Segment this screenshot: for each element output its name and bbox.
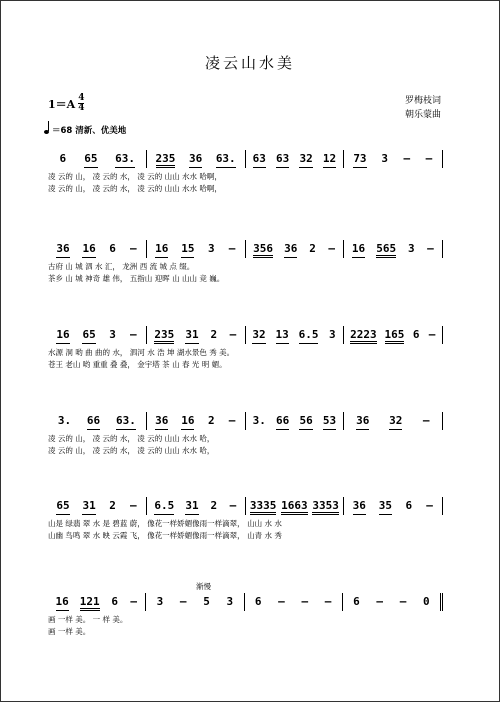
note-group: 3. xyxy=(252,414,266,427)
note-group: – xyxy=(228,414,236,427)
measure xyxy=(48,150,146,168)
note-group: 3 xyxy=(381,152,388,165)
note-group: – xyxy=(399,595,407,608)
note-group: 6 xyxy=(353,595,360,608)
note-group: 3335 xyxy=(250,497,277,515)
measure xyxy=(244,593,342,611)
lyric-line-2: 苍王 老山 哟 重重 叠 叠， 金宇塔 茶 山 春 光 明 媚。 xyxy=(48,360,227,369)
measure xyxy=(48,240,146,258)
note-group: 32 xyxy=(389,412,402,430)
note-group: 63 xyxy=(276,150,289,168)
measure xyxy=(343,412,443,430)
note-group: 2223 xyxy=(350,326,377,344)
measure xyxy=(146,412,245,430)
note-group: 6 xyxy=(412,328,420,341)
note-group: 16 xyxy=(155,240,168,258)
measure xyxy=(245,150,344,168)
note-group: 63. xyxy=(216,150,236,168)
measure xyxy=(146,497,245,515)
note-group: 36 xyxy=(356,412,369,430)
note-group: 36 xyxy=(189,150,202,168)
note-group: 31 xyxy=(82,497,95,515)
note-group: 31 xyxy=(185,497,198,515)
note-group: 6.5 xyxy=(154,497,174,515)
note-group: 3 xyxy=(407,242,415,255)
measure xyxy=(343,240,443,258)
note-group: 31 xyxy=(185,326,198,344)
note-group: – xyxy=(228,242,236,255)
note-group: 3 xyxy=(226,595,234,608)
note-group: 65 xyxy=(84,150,97,168)
note-group: 56 xyxy=(299,412,312,430)
lyric-line-1: 水源 洞 哟 曲 曲的 水， 泗河 水 浩 坤 湖水景色 秀 美。 xyxy=(48,348,235,357)
measure xyxy=(245,240,344,258)
note-group: 53 xyxy=(323,412,336,430)
lyricist-credit: 罗梅枝词 xyxy=(405,96,442,106)
notation-line xyxy=(48,240,443,258)
note-group: – xyxy=(403,152,411,165)
note-group: 235 xyxy=(154,326,174,344)
note-group: – xyxy=(328,242,335,255)
meter-top: 4 xyxy=(78,93,85,103)
note-group: – xyxy=(426,499,433,512)
note-group: 32 xyxy=(252,326,265,344)
time-signature xyxy=(78,94,84,113)
note-group: 65 xyxy=(56,497,69,515)
note-group: 235 xyxy=(156,150,176,168)
note-group: 565 xyxy=(376,240,396,258)
note-group: – xyxy=(425,152,433,165)
lyric-line-2: 茶乡 山 城 神奇 雄 伟， 五指山 迎晖 山 山山 竞 巍。 xyxy=(48,274,225,283)
composer-credit: 朝乐蒙曲 xyxy=(405,110,442,120)
note-group: 5 xyxy=(203,595,210,608)
measure xyxy=(146,240,245,258)
page-title: 凌云山水美 xyxy=(204,54,295,72)
lyric-line-1: 画 一样 美。 一 样 美。 xyxy=(48,615,128,624)
note-group: 6 xyxy=(59,152,67,165)
lyric-line-2: 画 一样 美。 xyxy=(48,627,91,636)
credits xyxy=(405,94,441,122)
lyric-line-2: 凌 云的 山， 凌 云的 水， 凌 云的 山山 水水 哈啊， xyxy=(48,184,222,193)
note-group: – xyxy=(229,328,237,341)
note-group: 36 xyxy=(56,240,69,258)
notation-line xyxy=(48,412,443,430)
note-group: 16 xyxy=(352,240,365,258)
note-group: 2 xyxy=(210,328,218,341)
note-group: 1663 xyxy=(281,497,308,515)
key-label: 1＝A xyxy=(48,97,76,111)
note-group: – xyxy=(130,328,137,341)
note-group: 3 xyxy=(329,328,336,341)
key-signature xyxy=(48,94,84,113)
note-group: 63. xyxy=(115,150,135,168)
note-group: – xyxy=(427,242,434,255)
measure xyxy=(245,326,344,344)
note-group: 6 xyxy=(254,595,262,608)
measure xyxy=(48,412,146,430)
measure xyxy=(145,593,243,611)
measure xyxy=(343,326,443,344)
note-group: – xyxy=(428,328,436,341)
note-group: 6 xyxy=(109,242,116,255)
measure xyxy=(245,412,344,430)
measure xyxy=(343,150,443,168)
notation-line xyxy=(48,326,443,344)
notation-line xyxy=(48,593,443,611)
measure xyxy=(245,497,344,515)
note-group: – xyxy=(179,595,187,608)
note-group: 2 xyxy=(109,499,116,512)
note-group: 3 xyxy=(109,328,116,341)
note-group: 13 xyxy=(276,326,289,344)
note-group: 32 xyxy=(299,150,312,168)
note-group: – xyxy=(229,499,237,512)
measure xyxy=(146,326,245,344)
note-group: – xyxy=(130,499,137,512)
note-group: 165 xyxy=(385,326,405,344)
measure xyxy=(48,326,146,344)
note-group: 3 xyxy=(156,595,164,608)
note-group: 121 xyxy=(80,593,100,611)
meter-bottom: 4 xyxy=(78,103,85,113)
measure xyxy=(48,593,145,611)
note-group: 3353 xyxy=(312,497,339,515)
measure xyxy=(48,497,146,515)
note-group: 2 xyxy=(309,242,316,255)
measure xyxy=(342,593,443,611)
lyric-line-2: 山幽 鸟鸣 翠 水 映 云霞 飞， 像花一样娇媚像雨一样滴翠， 山青 水 秀 xyxy=(48,531,282,540)
lyric-line-1: 凌 云的 山， 凌 云的 水， 凌 云的 山山 水水 哈啊， xyxy=(48,172,222,181)
measure xyxy=(146,150,245,168)
note-group: – xyxy=(422,414,430,427)
note-group: 36 xyxy=(155,412,168,430)
lyric-line-1: 古府 山 城 泗 水 汇， 龙洲 西 流 城 点 缀。 xyxy=(48,262,195,271)
note-group: 16 xyxy=(56,326,69,344)
lyric-line-1: 山是 绿翡 翠 水 是 碧蓝 蔚， 像花一样娇媚像雨一样滴翠， 山山 水 水 xyxy=(48,519,282,528)
note-group: 66 xyxy=(87,412,100,430)
note-group: 35 xyxy=(379,497,392,515)
note-group: 36 xyxy=(353,497,366,515)
tempo-marking xyxy=(44,124,126,136)
quarter-note-icon xyxy=(44,130,49,134)
note-group: – xyxy=(301,595,309,608)
tempo-text: ＝68 清新、优美地 xyxy=(52,126,127,136)
ritardando-marking: 渐慢 xyxy=(196,582,211,591)
note-group: 16 xyxy=(56,593,69,611)
note-group: 12 xyxy=(323,150,336,168)
note-group: – xyxy=(324,595,332,608)
notation-line xyxy=(48,150,443,168)
note-group: 63. xyxy=(116,412,136,430)
note-group: 16 xyxy=(82,240,95,258)
note-group: 36 xyxy=(284,240,297,258)
measure xyxy=(343,497,443,515)
note-group: 73 xyxy=(353,150,366,168)
note-group: 16 xyxy=(181,412,194,430)
note-group: 6.5 xyxy=(299,326,319,344)
lyric-line-1: 凌 云的 山， 凌 云的 水， 凌 云的 山山 水水 哈， xyxy=(48,434,215,443)
note-group: 15 xyxy=(181,240,194,258)
note-group: 66 xyxy=(276,412,289,430)
note-group: 0 xyxy=(423,595,430,608)
note-group: – xyxy=(376,595,384,608)
note-group: 2 xyxy=(210,499,218,512)
note-group: – xyxy=(278,595,285,608)
note-group: 6 xyxy=(405,499,413,512)
note-group: 63 xyxy=(253,150,266,168)
notation-line xyxy=(48,497,443,515)
note-group: 3. xyxy=(57,414,72,427)
note-group: 6 xyxy=(111,595,119,608)
note-group: – xyxy=(130,242,137,255)
note-group: 65 xyxy=(82,326,95,344)
note-group: 3 xyxy=(207,242,215,255)
lyric-line-2: 凌 云的 山， 凌 云的 水， 凌 云的 山山 水水 哈， xyxy=(48,446,215,455)
note-group: 356 xyxy=(253,240,273,258)
note-group: 2 xyxy=(207,414,215,427)
note-group: – xyxy=(130,595,138,608)
